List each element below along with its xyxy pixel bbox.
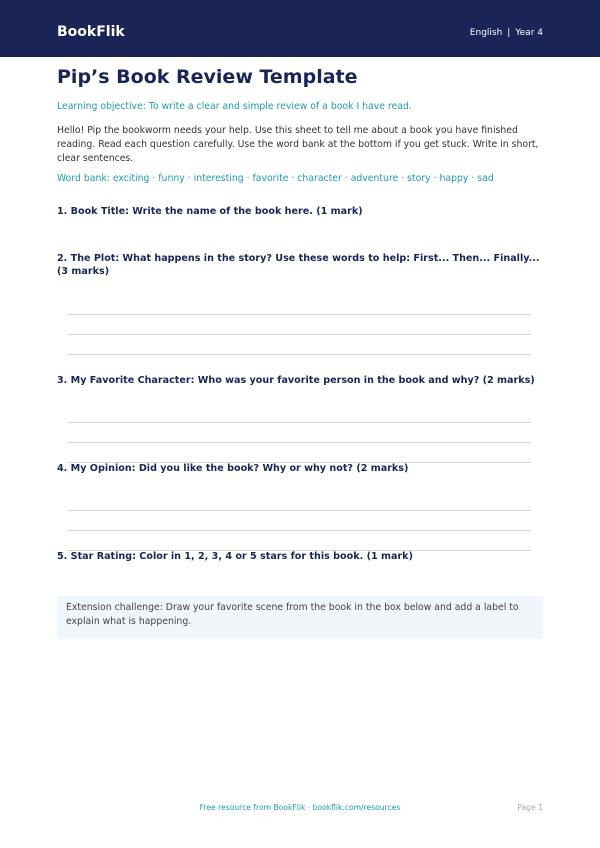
answer-line[interactable] — [67, 422, 531, 423]
page-title: Pip’s Book Review Template — [57, 66, 358, 88]
intro-text: Hello! Pip the bookworm needs your help. Use this sheet to tell me about a book you have finished reading. Read each question carefully. Use the word bank at the bottom if you get stuck. Write in short, clear sentences. — [57, 125, 539, 164]
question-1: 1. Book Title: Write the name of the book here. (1 mark) — [57, 206, 363, 217]
extension-challenge-box — [57, 596, 543, 639]
question-5: 5. Star Rating: Color in 1, 2, 3, 4 or 5 stars for this book. (1 mark) — [57, 551, 413, 562]
question-3: 3. My Favorite Character: Who was your favorite person in the book and why? (2 marks) — [57, 375, 535, 386]
brand-logo: BookFlik — [57, 24, 125, 40]
answer-line[interactable] — [67, 510, 531, 511]
year-label: Year 4 — [515, 28, 543, 38]
subject-label: English — [469, 28, 503, 38]
answer-line[interactable] — [67, 530, 531, 531]
question-2: 2. The Plot: What happens in the story? Use these words to help: First... Then... Finally... (3 marks) — [57, 253, 540, 277]
extension-challenge-text: Extension challenge: Draw your favorite scene from the book in the box below and add a label to explain what is happening. — [66, 602, 519, 627]
subject-year-label — [470, 28, 543, 39]
page-number: Page 1 — [517, 803, 543, 812]
page-header — [0, 0, 600, 57]
footer-credit: Free resource from BookFlik · bookflik.com/resources — [199, 803, 401, 812]
answer-line[interactable] — [67, 442, 531, 443]
answer-line[interactable] — [67, 314, 531, 315]
meta-separator: | — [507, 28, 511, 38]
question-4: 4. My Opinion: Did you like the book? Why or why not? (2 marks) — [57, 463, 409, 474]
answer-line[interactable] — [67, 354, 531, 355]
word-bank: Word bank: exciting · funny · interesting · favorite · character · adventure · story · happy · sad — [57, 173, 494, 184]
answer-line[interactable] — [67, 334, 531, 335]
learning-objective: Learning objective: To write a clear and simple review of a book I have read. — [57, 101, 412, 112]
